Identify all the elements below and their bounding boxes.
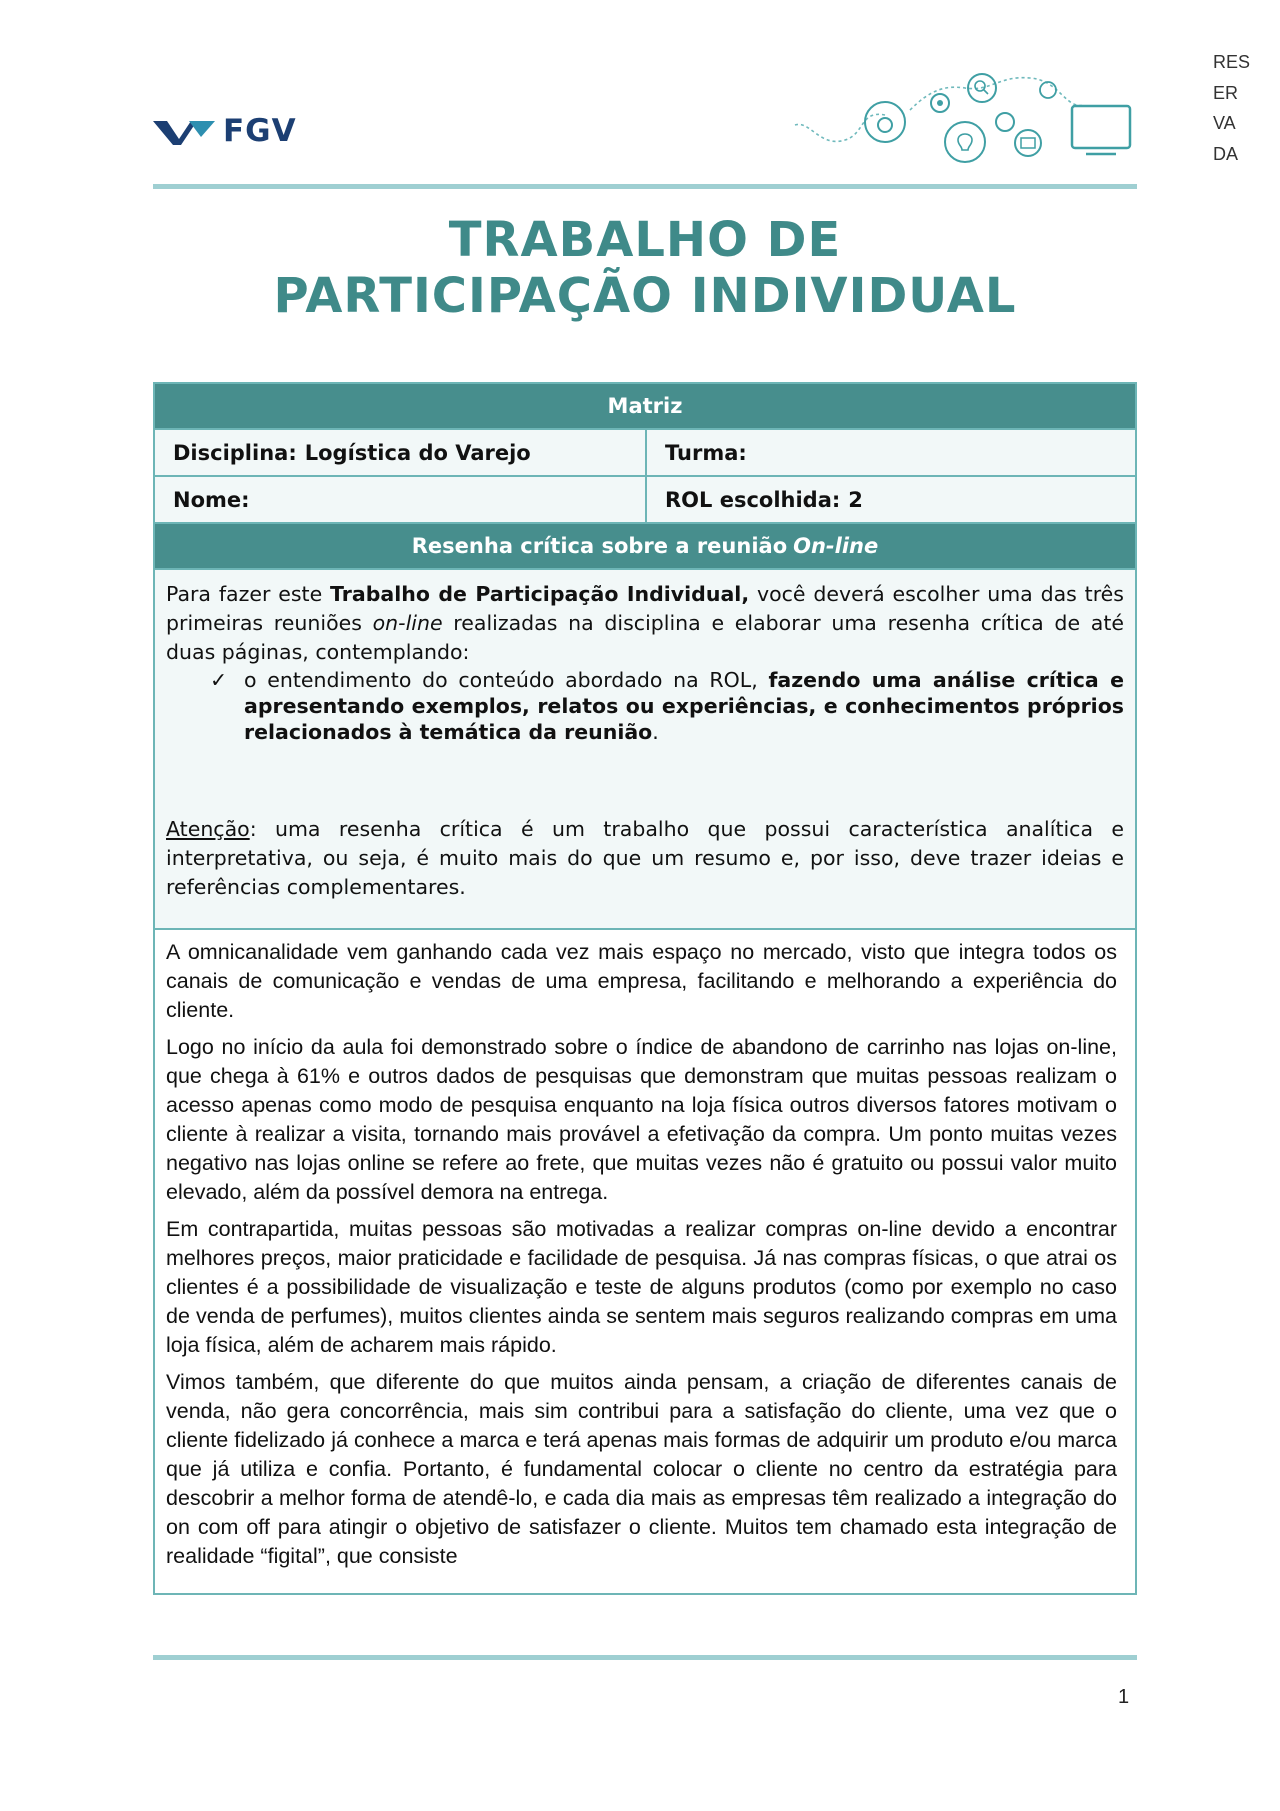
matrix-table: [153, 382, 1137, 1595]
page-title: [153, 212, 1137, 324]
fgv-mark-icon: [153, 117, 217, 147]
page-number: 1: [1118, 1686, 1130, 1708]
turma-label: Turma:: [665, 440, 747, 465]
instructions-intro: [166, 580, 1124, 667]
answer-paragraph: Vimos também, que diferente do que muitos ainda pensam, a criação de diferentes canais de venda, não gera concorrência, mais sim contribui para a satisfação do cliente, uma vez que o cliente fidelizado já conhece a marca e terá apenas mais formas de adquirir um produto e/ou marca que já utiliza e confia. Portanto, é fundamental colocar o cliente no centro da estratégia para descobrir a melhor forma de atendê-lo, e cada dia mais as empresas têm realizado a integração do on com off para atingir o objetivo de satisfazer o cliente. Muitos tem chamado esta integração de realidade “figital”, que consiste: [166, 1370, 1117, 1568]
matrix-header: [155, 384, 1135, 430]
matrix-row-disciplina: [155, 430, 1135, 477]
reserved-line: DA: [1213, 143, 1239, 164]
checklist-item: [210, 667, 1124, 745]
attention-label: Atenção: [166, 817, 250, 841]
attention-text: : uma resenha crítica é um trabalho que possui característica analítica e interpretativa, ou seja, é muito mais do que um resumo e, por isso, deve trazer ideias e referências complementares.: [166, 817, 1124, 899]
matrix-row-nome: [155, 477, 1135, 524]
checklist-text: [244, 667, 1124, 745]
intro-text-b: você deverá escolher uma das três primeiras reuniões: [166, 582, 1124, 635]
title-line-2: PARTICIPAÇÃO INDIVIDUAL: [273, 268, 1017, 324]
rol-value: 2: [848, 487, 863, 512]
answer-paragraph: Em contrapartida, muitas pessoas são motivadas a realizar compras on-line devido a encontrar melhores preços, maior praticidade e facilidade de pesquisa. Já nas compras físicas, o que atrai os clientes é a possibilidade de visualização e teste de alguns produtos (como por exemplo no caso de venda de perfumes), muitos clientes ainda se sentem mais seguros realizando compras em uma loja física, além de acharem mais rápido.: [166, 1217, 1117, 1357]
section-title: Resenha crítica sobre a reunião: [411, 534, 788, 558]
logo-text: FGV: [223, 113, 297, 149]
intro-text-c: realizadas na disciplina e elaborar uma resenha crítica de até duas páginas, contemplando:: [166, 611, 1124, 664]
turma-cell: [645, 430, 1135, 475]
header-rule: [153, 184, 1137, 189]
title-line-1: TRABALHO DE: [448, 212, 842, 268]
section-title-emphasis: On-line: [793, 534, 879, 558]
digital-illustration-icon: [790, 70, 1140, 170]
check-text-a: o entendimento do conteúdo abordado na ROL,: [244, 668, 769, 692]
checkmark-icon: ✓: [210, 668, 228, 692]
fgv-logo: [153, 113, 297, 149]
footer-rule: [153, 1655, 1137, 1660]
reserved-line: VA: [1213, 113, 1236, 133]
nome-label: Nome:: [173, 487, 250, 512]
answer-block[interactable]: [155, 930, 1135, 1593]
intro-bold: Trabalho de Participação Individual,: [330, 582, 750, 606]
intro-text-a: Para fazer este: [166, 582, 331, 606]
reserved-stamp: [1213, 47, 1263, 169]
section-header: [155, 524, 1135, 570]
instructions-block: [155, 570, 1135, 930]
disciplina-label: Disciplina:: [173, 440, 297, 465]
answer-paragraph: A omnicanalidade vem ganhando cada vez mais espaço no mercado, visto que integra todos os canais de comunicação e vendas de uma empresa, facilitando e melhorando a experiência do cliente.: [166, 940, 1117, 1022]
matrix-header-label: Matriz: [607, 394, 683, 418]
reserved-line: ER: [1213, 82, 1239, 103]
nome-cell: [155, 477, 645, 522]
attention-note: [166, 815, 1124, 902]
intro-emphasis: on-line: [372, 611, 443, 635]
answer-paragraph: Logo no início da aula foi demonstrado sobre o índice de abandono de carrinho nas lojas on-line, que chega à 61% e outros dados de pesquisas que demonstram que muitas pessoas realizam o acesso apenas como modo de pesquisa enquanto na loja física outros diversos fatores motivam o cliente à realizar a visita, tornando mais provável a efetivação da compra. Um ponto muitas vezes negativo nas lojas online se refere ao frete, que muitas vezes não é gratuito ou possui valor muito elevado, além da possível demora na entrega.: [166, 1035, 1117, 1204]
disciplina-cell: [155, 430, 645, 475]
rol-cell: [645, 477, 1135, 522]
disciplina-value: Logística do Varejo: [304, 440, 531, 465]
reserved-line: RES: [1213, 52, 1251, 72]
check-end: .: [652, 720, 659, 744]
rol-label: ROL escolhida:: [665, 487, 841, 512]
check-bold: fazendo uma análise crítica e apresentando exemplos, relatos ou experiências, e conhecimentos próprios relacionados à temática da reunião: [244, 668, 1124, 744]
